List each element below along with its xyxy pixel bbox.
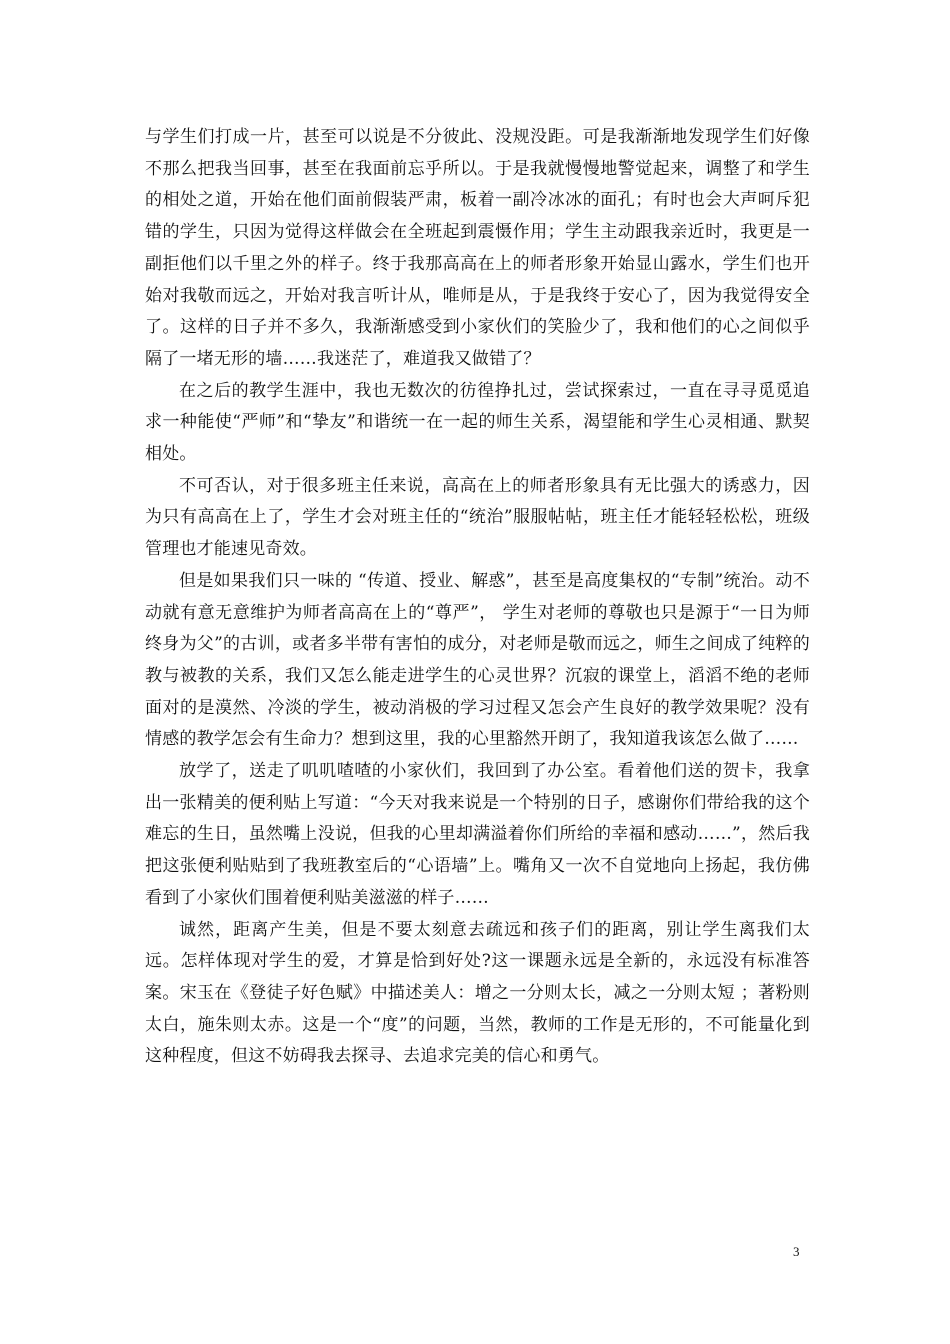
page-number: 3 [793, 1244, 800, 1259]
paragraph: 放学了，送走了叽叽喳喳的小家伙们，我回到了办公室。看着他们送的贺卡，我拿出一张精美的便利贴上写道：“今天对我来说是一个特别的日子，感谢你们带给我的这个难忘的生日，虽然嘴上没说，但我的心里却满溢着你们所给的幸福和感动……”，然后我把这张便利贴贴到了我班教室后的“心语墙”上。嘴角又一次不自觉地向上扬起，我仿佛看到了小家伙们围着便利贴美滋滋的样子…… [145, 761, 810, 908]
paragraph: 不可否认，对于很多班主任来说，高高在上的师者形象具有无比强大的诱惑力，因为只有高高在上了，学生才会对班主任的“统治”服服帖帖，班主任才能轻轻松松，班级管理也才能速见奇效。 [145, 475, 810, 560]
paragraph-continuation: 与学生们打成一片，甚至可以说是不分彼此、没规没距。可是我渐渐地发现学生们好像不那么把我当回事，甚至在我面前忘乎所以。于是我就慢慢地警觉起来，调整了和学生的相处之道，开始在他们面前假装严肃，板着一副冷冰冰的面孔；有时也会大声呵斥犯错的学生，只因为觉得这样做会在全班起到震慑作用；学生主动跟我亲近时，我更是一副拒他们以千里之外的样子。终于我那高高在上的师者形象开始显山露水，学生们也开始对我敬而远之，开始对我言听计从，唯师是从，于是我终于安心了，因为我觉得安全了。这样的日子并不多久，我渐渐感受到小家伙们的笑脸少了，我和他们的心之间似乎隔了一堵无形的墙……我迷茫了，难道我又做错了？ [145, 127, 810, 369]
paragraph: 但是如果我们只一味的 “传道、授业、解惑”，甚至是高度集权的“专制”统治。动不动就有意无意维护为师者高高在上的“尊严”， 学生对老师的尊敬也只是源于“一日为师终身为父”的古训，或者多半带有害怕的成分，对老师是敬而远之，师生之间成了纯粹的教与被教的关系，我们又怎么能走进学生的心灵世界？沉寂的课堂上，滔滔不绝的老师面对的是漠然、冷淡的学生，被动消极的学习过程又怎会产生良好的教学效果呢？没有情感的教学怎会有生命力？想到这里，我的心里豁然开朗了，我知道我该怎么做了…… [145, 570, 810, 750]
paragraph: 在之后的教学生涯中，我也无数次的彷徨挣扎过，尝试探索过，一直在寻寻觅觅追求一种能使“严师”和“挚友”和谐统一在一起的师生关系，渴望能和学生心灵相通、默契相处。 [145, 380, 810, 465]
paragraph: 诚然，距离产生美，但是不要太刻意去疏远和孩子们的距离，别让学生离我们太远。怎样体现对学生的爱，才算是恰到好处?这一课题永远是全新的，永远没有标准答案。宋玉在《登徒子好色赋》中描述美人：增之一分则太长，减之一分则太短 ；著粉则太白，施朱则太赤。这是一个“度”的问题，当然，教师的工作是无形的，不可能量化到这种程度，但这不妨碍我去探寻、去追求完美的信心和勇气。 [145, 919, 810, 1067]
document-page [145, 122, 810, 1073]
